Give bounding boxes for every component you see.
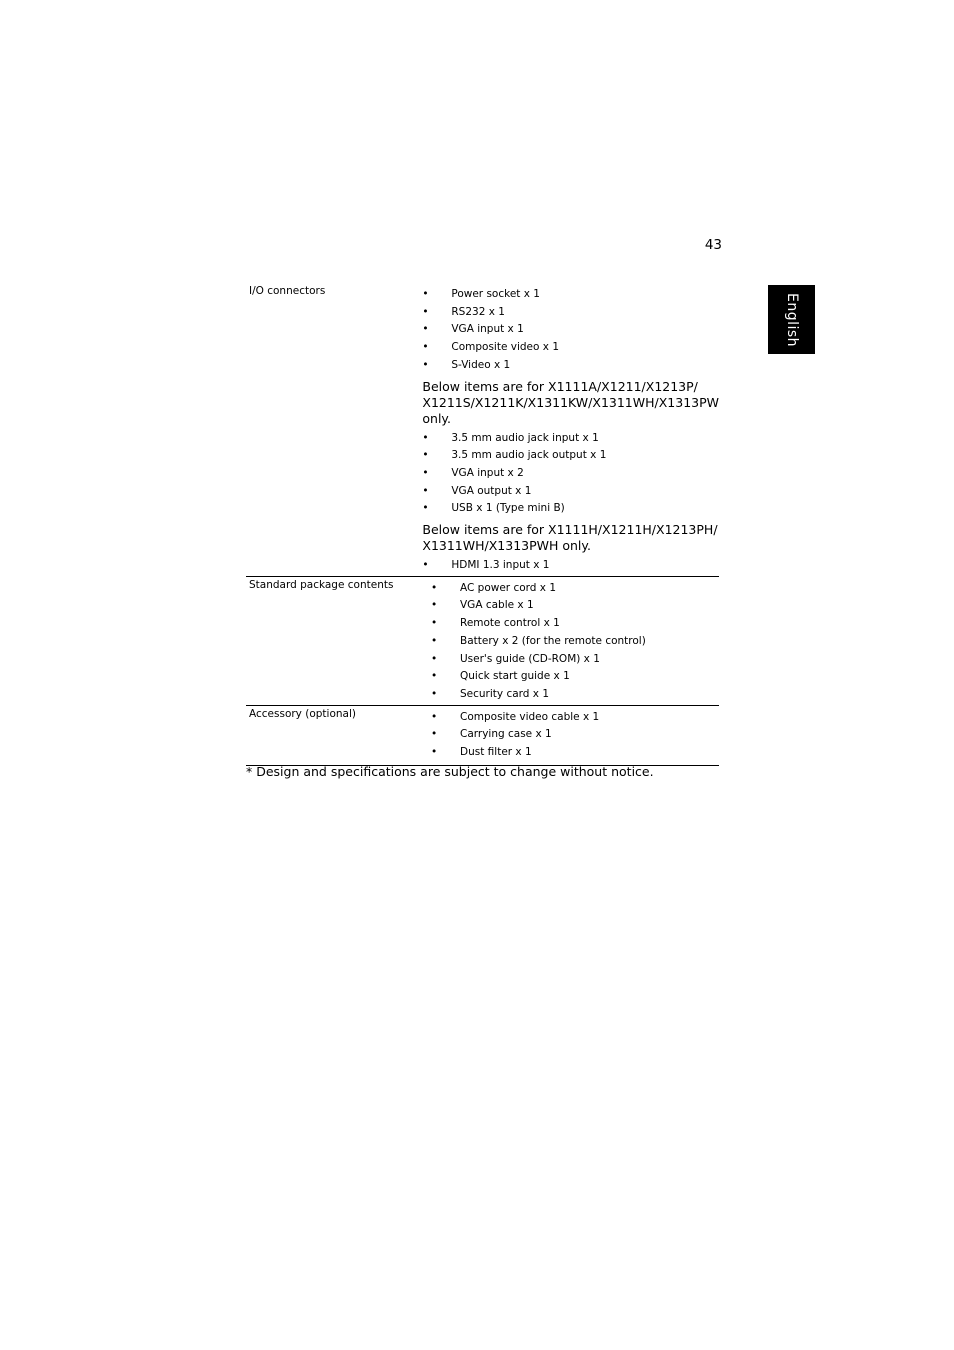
list-item [431,709,719,727]
list-item-text: AC power cord x 1 [460,581,557,594]
list-item-text: VGA output x 1 [451,484,532,497]
row-label-io-connectors: I/O connectors [249,285,326,297]
bullet-icon: • [422,559,429,572]
bullet-icon: • [431,670,438,683]
list-item [422,304,719,322]
list-item-text: Composite video cable x 1 [460,710,600,723]
list-item-text: Remote control x 1 [460,617,560,630]
list-item [422,465,719,483]
bullet-icon: • [422,431,429,444]
bullet-icon: • [422,358,429,371]
list-item [422,557,719,575]
list-item [431,651,719,669]
list-item [431,633,719,651]
bullet-icon: • [422,341,429,354]
list-item-text: VGA input x 2 [451,466,524,479]
bullet-icon: • [422,305,429,318]
list-item-text: Dust filter x 1 [460,746,532,759]
language-tab-label: English [783,292,800,347]
spec-row-package-contents [246,577,719,706]
list-item-text: Battery x 2 (for the remote control) [460,634,646,647]
list-item-text: RS232 x 1 [451,305,505,318]
row-label-package-contents: Standard package contents [249,578,394,591]
footnote: * Design and specifications are subject to change without notice. [246,764,654,779]
bullet-icon: • [431,599,438,612]
list-item [422,321,719,339]
page-number: 43 [704,237,722,253]
spec-row-io-connectors [246,283,719,577]
bullet-icon: • [422,502,429,515]
bullet-icon: • [422,449,429,462]
bullet-icon: • [431,728,438,741]
bullet-icon: • [431,687,438,700]
list-item [422,447,719,465]
list-item-text: Security card x 1 [460,687,550,700]
row-label-accessory: Accessory (optional) [249,707,356,720]
list-item-text: User's guide (CD-ROM) x 1 [460,652,600,665]
bullet-icon: • [431,617,438,630]
bullet-icon: • [422,484,429,497]
list-item-text: Carrying case x 1 [460,728,552,741]
list-item [431,686,719,704]
row-content-io-connectors [422,283,719,576]
list-item [422,286,719,304]
bullet-icon: • [431,746,438,759]
bullet-icon: • [431,581,438,594]
row-content-package-contents [431,577,719,705]
language-tab [768,285,815,354]
list-item [431,668,719,686]
spec-row-accessory [246,706,719,766]
list-item [431,580,719,598]
list-item-text: HDMI 1.3 input x 1 [451,559,550,572]
list-item [431,597,719,615]
list-item [431,726,719,744]
list-item-text: 3.5 mm audio jack input x 1 [451,431,599,444]
bullet-icon: • [431,634,438,647]
list-item-text: Quick start guide x 1 [460,670,570,683]
list-item [422,430,719,448]
spec-table [246,283,719,766]
list-item-text: Composite video x 1 [451,341,559,354]
list-item-text: VGA cable x 1 [460,599,534,612]
list-item [422,339,719,357]
row-content-accessory [431,706,719,765]
list-item-text: 3.5 mm audio jack output x 1 [451,449,607,462]
list-item [431,744,719,762]
list-item-text: S-Video x 1 [451,358,511,371]
bullet-icon: • [422,288,429,300]
list-item [422,500,719,518]
list-item [431,615,719,633]
bullet-icon: • [422,323,429,336]
model-note-h: Below items are for X1111H/X1211H/X1213PH/ X1311WH/X1313PWH only. [422,522,718,554]
bullet-icon: • [431,652,438,665]
bullet-icon: • [431,710,438,723]
list-item-text: VGA input x 1 [451,323,524,336]
list-item [422,483,719,501]
list-item-text: USB x 1 (Type mini B) [451,502,565,515]
bullet-icon: • [422,466,429,479]
list-item-text: Power socket x 1 [451,288,540,300]
list-item [422,357,719,375]
model-note-a: Below items are for X1111A/X1211/X1213P/ X1211S/X1211K/X1311KW/X1311WH/X1313PW only. [422,378,719,426]
